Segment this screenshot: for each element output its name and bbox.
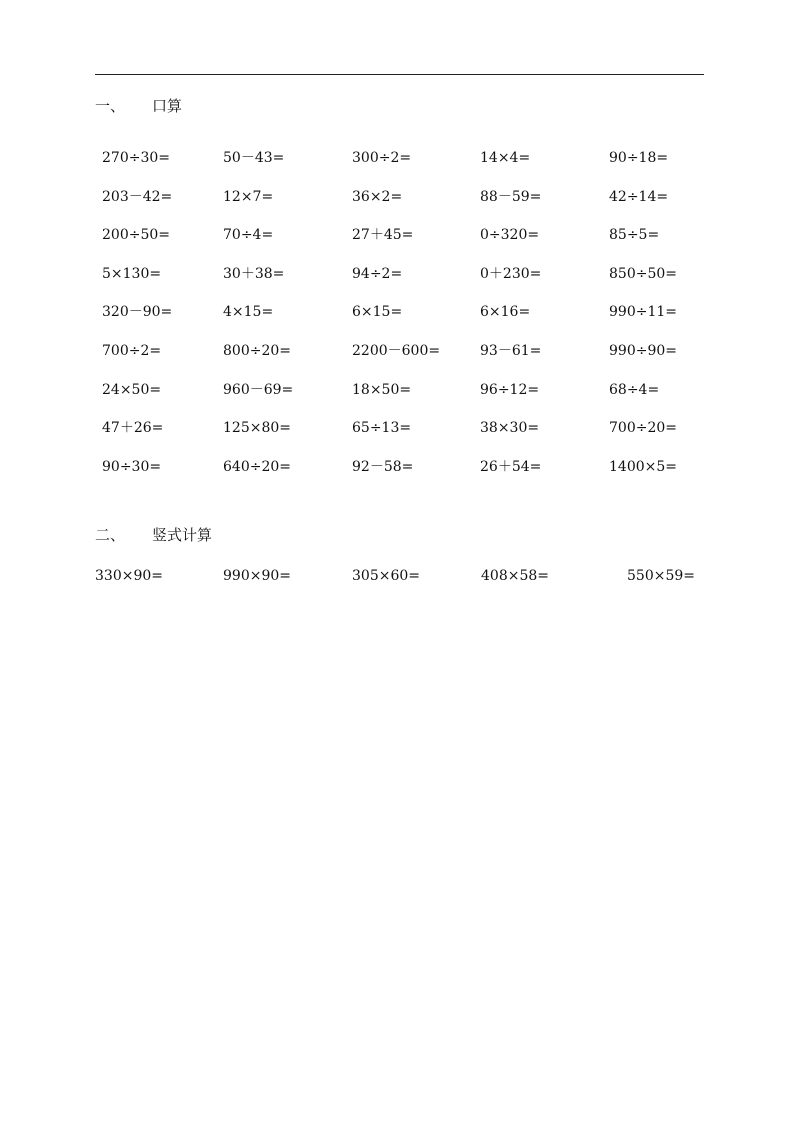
section-title: 竖式计算 xyxy=(152,526,213,544)
math-problem: 6×15= xyxy=(352,304,403,321)
math-problem: 96÷12= xyxy=(480,381,540,398)
vertical-problem: 408×58= xyxy=(481,568,549,584)
math-problem: 88－59= xyxy=(480,188,542,205)
math-problem: 1400×5= xyxy=(609,458,677,475)
math-problem: 5×130= xyxy=(102,265,162,282)
math-problem: 68÷4= xyxy=(609,381,660,398)
math-problem: 270÷30= xyxy=(102,150,170,166)
math-problem: 42÷14= xyxy=(609,188,669,205)
math-problem: 200÷50= xyxy=(102,227,170,244)
math-problem: 203－42= xyxy=(102,188,173,205)
vertical-problem: 305×60= xyxy=(352,568,420,584)
math-problem: 125×80= xyxy=(223,420,291,437)
vertical-calculation-row xyxy=(0,566,800,588)
vertical-problem: 330×90= xyxy=(95,568,163,584)
math-problem: 4×15= xyxy=(223,304,274,321)
math-problem: 2200－600= xyxy=(352,342,441,359)
section-number: 二、 xyxy=(95,526,126,544)
section-number: 一、 xyxy=(95,97,126,115)
math-problem: 700÷20= xyxy=(609,420,677,437)
math-problem: 6×16= xyxy=(480,304,531,321)
section-title: 口算 xyxy=(152,97,183,115)
vertical-problem: 990×90= xyxy=(223,568,291,584)
math-problem: 36×2= xyxy=(352,188,403,205)
section-heading-vertical-calc xyxy=(95,525,212,545)
math-problem: 300÷2= xyxy=(352,150,412,166)
math-problem: 0÷320= xyxy=(480,227,540,244)
math-problem: 90÷18= xyxy=(609,150,669,166)
math-problem: 27＋45= xyxy=(352,227,414,244)
math-problem: 70÷4= xyxy=(223,227,274,244)
section-heading-mental-math xyxy=(95,96,182,116)
math-problem: 640÷20= xyxy=(223,458,291,475)
math-problem: 93－61= xyxy=(480,342,542,359)
math-problem: 850÷50= xyxy=(609,265,677,282)
math-problem: 18×50= xyxy=(352,381,412,398)
math-problem: 85÷5= xyxy=(609,227,660,244)
math-problem: 30＋38= xyxy=(223,265,285,282)
math-problem: 65÷13= xyxy=(352,420,412,437)
math-problem: 320－90= xyxy=(102,304,173,321)
math-problem: 990÷11= xyxy=(609,304,677,321)
math-problem: 90÷30= xyxy=(102,458,162,475)
top-divider xyxy=(95,74,704,75)
math-problem: 50－43= xyxy=(223,150,285,166)
math-problem: 47＋26= xyxy=(102,420,164,437)
math-problem: 800÷20= xyxy=(223,342,291,359)
math-problem: 92－58= xyxy=(352,458,414,475)
math-problem: 94÷2= xyxy=(352,265,403,282)
math-problem: 700÷2= xyxy=(102,342,162,359)
vertical-problem: 550×59= xyxy=(627,568,695,584)
math-problem: 24×50= xyxy=(102,381,162,398)
math-problem: 960－69= xyxy=(223,381,294,398)
math-problem: 990÷90= xyxy=(609,342,677,359)
math-problem: 12×7= xyxy=(223,188,274,205)
math-problem: 14×4= xyxy=(480,150,531,166)
math-problem: 38×30= xyxy=(480,420,540,437)
math-problem: 26＋54= xyxy=(480,458,542,475)
math-problem: 0＋230= xyxy=(480,265,542,282)
